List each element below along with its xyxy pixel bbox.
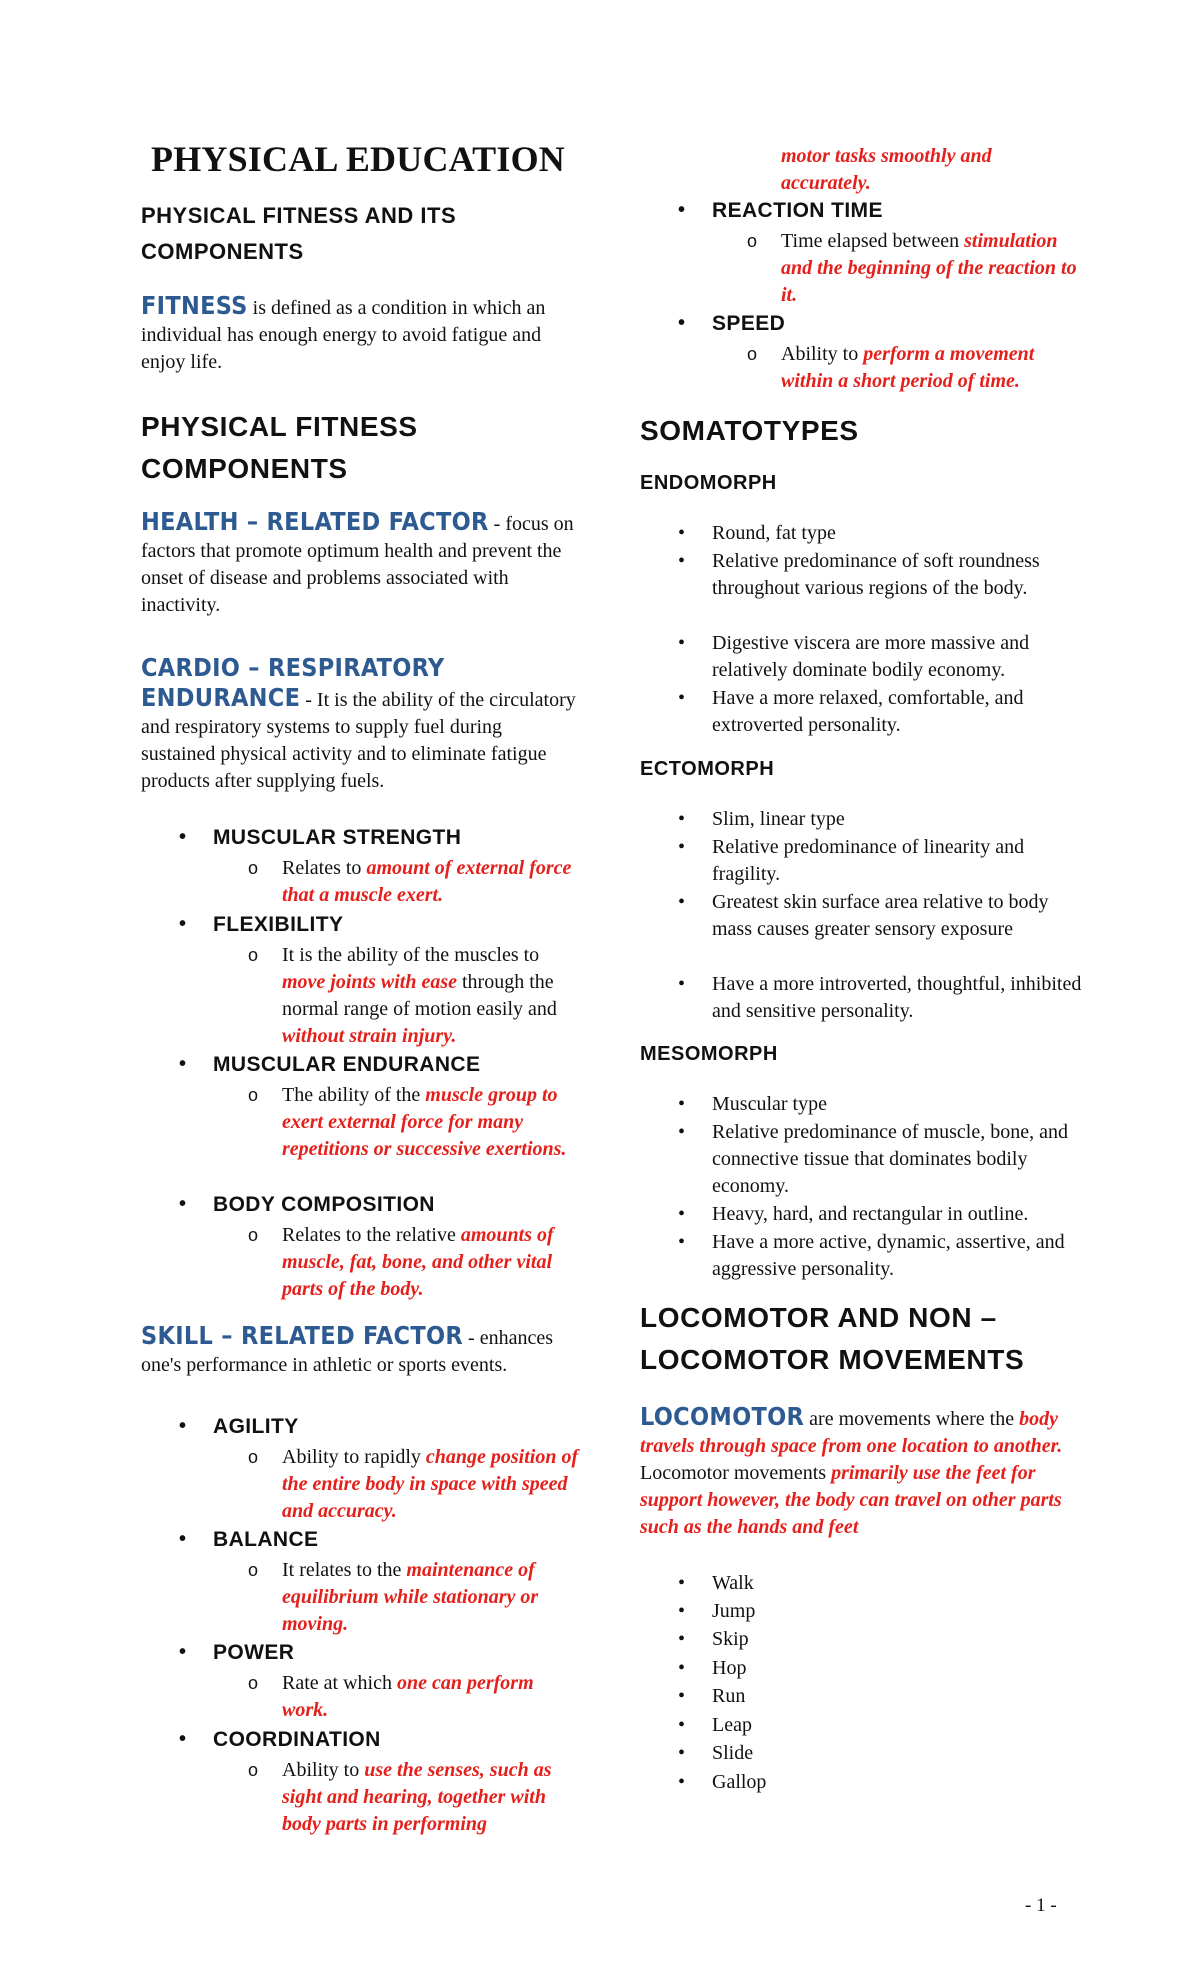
somatotypes-heading: SOMATOTYPES (640, 415, 859, 446)
locomotor-term: LOCOMOTOR (640, 1402, 805, 1431)
ectomorph-item: • Have a more introverted, thoughtful, inhibited and sensitive personality. (712, 971, 1082, 1025)
locomotor-item: • Gallop (712, 1769, 1082, 1796)
fitness-term: FITNESS (141, 291, 248, 320)
locomotor-item: • Run (712, 1683, 1082, 1710)
coordination-desc: o Ability to use the senses, such as sight and hearing, together with body parts in performing (282, 1757, 582, 1838)
skill-related-term: SKILL – RELATED FACTOR (141, 1321, 464, 1350)
component-balance: • BALANCE (213, 1528, 318, 1552)
muscular-endurance-desc: o The ability of the muscle group to exert external force for many repetitions or successive exertions. (282, 1082, 582, 1163)
flexibility-desc: o It is the ability of the muscles to move joints with ease through the normal range of motion easily and without strain injury. (282, 942, 582, 1050)
endomorph-item: • Relative predominance of soft roundness throughout various regions of the body. (712, 548, 1082, 602)
locomotor-item: • Hop (712, 1655, 1082, 1682)
ectomorph-item: • Relative predominance of linearity and fragility. (712, 834, 1082, 888)
ectomorph-item: • Greatest skin surface area relative to body mass causes greater sensory exposure (712, 889, 1082, 943)
reaction-time-desc: o Time elapsed between stimulation and the beginning of the reaction to it. (781, 228, 1081, 309)
locomotor-definition: LOCOMOTOR are movements where the body travels through space from one location to another. Locomotor movements primarily use the feet for support however, the body can travel on other parts such as the hands and feet (640, 1402, 1063, 1538)
ectomorph-item: • Slim, linear type (712, 806, 1082, 833)
body-composition-desc: o Relates to the relative amounts of muscle, fat, bone, and other vital parts of the body. (282, 1222, 582, 1303)
coordination-desc-continued: motor tasks smoothly and accurately. (781, 145, 992, 194)
component-speed: • SPEED (712, 312, 785, 336)
muscular-strength-desc: o Relates to amount of external force that a muscle exert. (282, 855, 582, 909)
ectomorph-heading: ECTOMORPH (640, 758, 775, 780)
health-related-term: HEALTH – RELATED FACTOR (141, 507, 489, 536)
health-related-definition: HEALTH – RELATED FACTOR - focus on factors that promote optimum health and prevent the onset of disease and problems associated with inactivity. (141, 507, 574, 616)
agility-desc: o Ability to rapidly change position of the entire body in space with speed and accuracy. (282, 1444, 582, 1525)
skill-related-definition: SKILL – RELATED FACTOR - enhances one's performance in athletic or sports events. (141, 1321, 553, 1376)
mesomorph-item: • Heavy, hard, and rectangular in outline. (712, 1201, 1082, 1228)
section-heading-physical-fitness-components: PHYSICAL FITNESS COMPONENTS (141, 411, 418, 484)
locomotor-section-heading: LOCOMOTOR AND NON – LOCOMOTOR MOVEMENTS (640, 1302, 1025, 1375)
endomorph-item: • Round, fat type (712, 520, 1082, 547)
cardio-term: CARDIO – RESPIRATORY ENDURANCE (141, 653, 445, 712)
locomotor-item: • Walk (712, 1570, 1082, 1597)
mesomorph-heading: MESOMORPH (640, 1043, 778, 1065)
mesomorph-item: • Relative predominance of muscle, bone, and connective tissue that dominates bodily economy. (712, 1119, 1082, 1200)
locomotor-item: • Leap (712, 1712, 1082, 1739)
balance-desc: o It relates to the maintenance of equilibrium while stationary or moving. (282, 1557, 582, 1638)
component-muscular-strength: • MUSCULAR STRENGTH (213, 826, 461, 850)
power-desc: o Rate at which one can perform work. (282, 1670, 582, 1724)
mesomorph-item: • Muscular type (712, 1091, 1082, 1118)
endomorph-heading: ENDOMORPH (640, 472, 777, 494)
section-heading-fitness-components: PHYSICAL FITNESS AND ITS COMPONENTS (141, 203, 457, 264)
component-muscular-endurance: • MUSCULAR ENDURANCE (213, 1053, 480, 1077)
locomotor-item: • Jump (712, 1598, 1082, 1625)
locomotor-item: • Slide (712, 1740, 1082, 1767)
page-number: - 1 - (1025, 1895, 1057, 1916)
fitness-definition: FITNESS is defined as a condition in which an individual has enough energy to avoid fatigue and enjoy life. (141, 291, 546, 373)
locomotor-item: • Skip (712, 1626, 1082, 1653)
component-agility: • AGILITY (213, 1415, 299, 1439)
page-title: PHYSICAL EDUCATION (151, 139, 565, 179)
component-power: • POWER (213, 1641, 294, 1665)
endomorph-item: • Digestive viscera are more massive and relatively dominate bodily economy. (712, 630, 1082, 684)
component-body-composition: • BODY COMPOSITION (213, 1193, 435, 1217)
component-flexibility: • FLEXIBILITY (213, 913, 343, 937)
cardio-definition: CARDIO – RESPIRATORY ENDURANCE - It is the ability of the circulatory and respiratory systems to supply fuel during sustained physical activity and to eliminate fatigue products after supplying fuels. (141, 653, 576, 792)
component-reaction-time: • REACTION TIME (712, 199, 883, 223)
endomorph-item: • Have a more relaxed, comfortable, and extroverted personality. (712, 685, 1082, 739)
component-coordination: • COORDINATION (213, 1728, 381, 1752)
speed-desc: o Ability to perform a movement within a short period of time. (781, 341, 1081, 395)
mesomorph-item: • Have a more active, dynamic, assertive, and aggressive personality. (712, 1229, 1082, 1283)
